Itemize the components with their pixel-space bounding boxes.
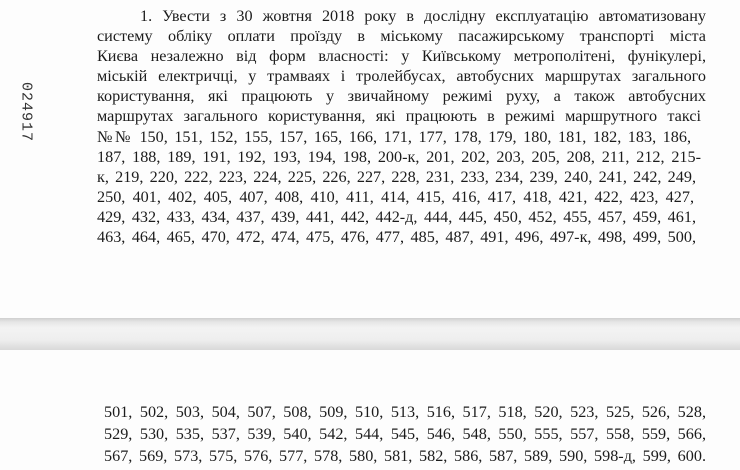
text-line: Києва незалежно від форм власності: у Київському метрополітені, фунікулері,	[97, 47, 706, 65]
text-line: користування, які працюють у звичайному режимі руху, а також автобусних	[97, 87, 706, 105]
text-line: міській електричці, у трамваях і тролейбусах, автобусних маршрутах загального	[97, 67, 706, 85]
text-line: 501, 502, 503, 504, 507, 508, 509, 510, 513, 516, 517, 518, 520, 523, 525, 526, 528,	[104, 403, 706, 421]
text-line: 463, 464, 465, 470, 472, 474, 475, 476, 477, 485, 487, 491, 496, 497-к, 498, 499, 500,	[97, 228, 696, 246]
text-line: 1. Увести з 30 жовтня 2018 року в дослідну експлуатацію автоматизовану	[140, 7, 706, 25]
text-line: маршрутах загального користування, які працюють в режимі маршрутного таксі	[97, 107, 701, 125]
text-line: к, 219, 220, 222, 223, 224, 225, 226, 227, 228, 231, 233, 234, 239, 240, 241, 242, 249,	[97, 168, 696, 186]
page-gap	[0, 318, 740, 350]
text-line: 187, 188, 189, 191, 192, 193, 194, 198, 200-к, 201, 202, 203, 205, 208, 211, 212, 215-	[97, 148, 701, 166]
document-page-bottom	[0, 350, 740, 470]
text-line: систему обліку оплати проїзду в міському пасажирському транспорті міста	[97, 27, 706, 45]
text-line: 567, 569, 573, 575, 576, 577, 578, 580, 581, 582, 586, 587, 589, 590, 598-д, 599, 600.	[104, 447, 706, 465]
text-line: 250, 401, 402, 405, 407, 408, 410, 411, 414, 415, 416, 417, 418, 421, 422, 423, 427,	[97, 188, 694, 206]
serial-number: 024917	[17, 81, 35, 143]
text-line: 429, 432, 433, 434, 437, 439, 441, 442, 442-д, 444, 445, 450, 452, 455, 457, 459, 461,	[97, 208, 696, 226]
text-line: 529, 530, 535, 537, 539, 540, 542, 544, 545, 546, 548, 550, 555, 557, 558, 559, 566,	[104, 425, 706, 443]
text-line: №№ 150, 151, 152, 155, 157, 165, 166, 171, 177, 178, 179, 180, 181, 182, 183, 186,	[97, 128, 691, 146]
